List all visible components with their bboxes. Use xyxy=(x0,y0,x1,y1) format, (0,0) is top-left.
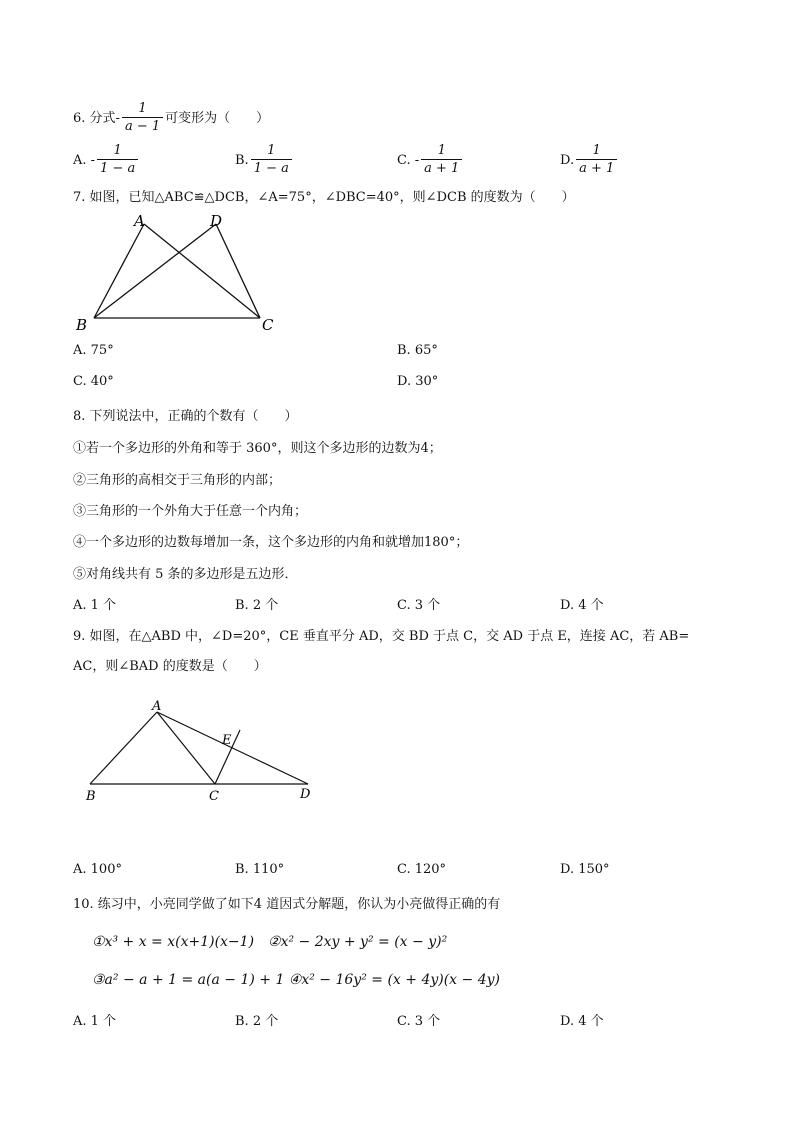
q6-stem xyxy=(73,101,269,136)
q9-option-c[interactable]: C. 120° xyxy=(397,862,447,877)
q8-statement-3: ③三角形的一个外角大于任意一个内角； xyxy=(73,504,308,519)
q8-option-d[interactable]: D. 4 个 xyxy=(560,598,604,613)
q9-label-a: A xyxy=(152,699,162,714)
q7-label-b: B xyxy=(76,316,88,334)
q9-option-d[interactable]: D. 150° xyxy=(560,862,610,877)
q8-statement-1: ①若一个多边形的外角和等于 360°，则这个多边形的边数为4； xyxy=(73,441,442,456)
q9-stem-line2: AC，则∠BAD 的度数是（ ） xyxy=(73,659,267,674)
q7-figure xyxy=(70,208,290,338)
q9-stem-line1: 9. 如图，在△ABD 中，∠D=20°，CE 垂直平分 AD，交 BD 于点 C，交 AD 于点 E，连接 AC，若 AB= xyxy=(73,629,690,644)
q9-label-d: D xyxy=(300,787,311,802)
q10-stem: 10. 练习中，小亮同学做了如下4 道因式分解题，你认为小亮做得正确的有 xyxy=(73,897,501,912)
q9-label-b: B xyxy=(86,789,96,804)
q7-label-a: A xyxy=(134,212,145,230)
q6-option-a[interactable]: A. - $\frac{1}{1 - a}$ xyxy=(73,143,140,178)
q8-option-a[interactable]: A. 1 个 xyxy=(73,598,117,613)
q9-option-a[interactable]: A. 100° xyxy=(73,862,122,877)
q6-stem-suffix: 可变形为（ ） xyxy=(165,111,270,126)
q9-option-b[interactable]: B. 110° xyxy=(235,862,285,877)
q10-option-c[interactable]: C. 3 个 xyxy=(397,1014,441,1029)
q8-statement-4: ④一个多边形的边数每增加一条，这个多边形的内角和就增加180°； xyxy=(73,535,469,550)
q8-stem: 8. 下列说法中，正确的个数有（ ） xyxy=(73,409,298,424)
q8-statement-2: ②三角形的高相交于三角形的内部； xyxy=(73,473,282,488)
q8-statement-5: ⑤对角线共有 5 条的多边形是五边形． xyxy=(73,567,298,582)
q7-option-d[interactable]: D. 30° xyxy=(397,374,439,389)
q6-stem-prefix: 6. 分式- xyxy=(73,111,120,126)
q7-label-c: C xyxy=(262,316,274,334)
q6-fraction: $\frac{1}{a - 1}$ xyxy=(122,101,163,136)
q10-items-line2: ③a² − a + 1 = a(a − 1) + 1 ④x² − 16y² = (x + 4y)(x − 4y) xyxy=(92,972,500,988)
q7-stem: 7. 如图，已知△ABC≌△DCB，∠A=75°，∠DBC=40°，则∠DCB 的度数为（ ） xyxy=(73,190,575,205)
q7-option-c[interactable]: C. 40° xyxy=(73,374,114,389)
q10-option-b[interactable]: B. 2 个 xyxy=(235,1014,279,1029)
q9-label-c: C xyxy=(209,789,219,804)
q9-figure xyxy=(80,696,330,806)
q6-option-c[interactable]: C. - $\frac{1}{a + 1}$ xyxy=(397,143,464,178)
q10-items-line1: ①x³ + x = x(x+1)(x−1) ②x² − 2xy + y² = (x − y)² xyxy=(92,934,448,950)
q10-option-a[interactable]: A. 1 个 xyxy=(73,1014,117,1029)
q8-option-c[interactable]: C. 3 个 xyxy=(397,598,441,613)
q6-option-d[interactable]: D. $\frac{1}{a + 1}$ xyxy=(560,143,619,178)
q7-option-a[interactable]: A. 75° xyxy=(73,343,114,358)
q6-option-b[interactable]: B. $\frac{1}{1 - a}$ xyxy=(235,143,294,178)
q7-label-d: D xyxy=(210,212,223,230)
q7-option-b[interactable]: B. 65° xyxy=(397,343,438,358)
q10-option-d[interactable]: D. 4 个 xyxy=(560,1014,604,1029)
q8-option-b[interactable]: B. 2 个 xyxy=(235,598,279,613)
q9-label-e: E xyxy=(222,733,232,748)
